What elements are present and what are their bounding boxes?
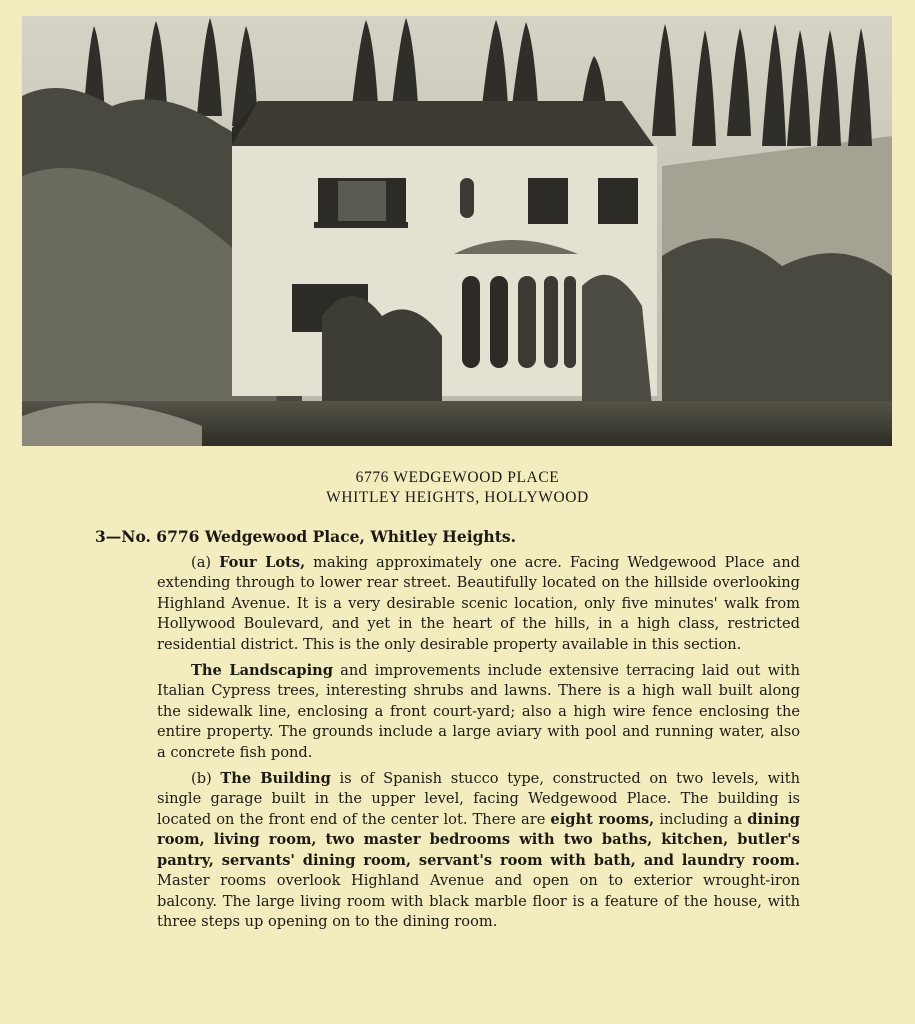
caption-line-location: WHITLEY HEIGHTS, HOLLYWOOD: [326, 489, 589, 506]
paragraph-building-text-2: including a: [654, 810, 748, 828]
caption-line-address: 6776 WEDGEWOOD PLACE: [355, 469, 560, 486]
house-photo: [22, 16, 892, 446]
paragraph-building: [157, 769, 800, 932]
house-photo-icon: [22, 16, 892, 446]
paragraph-building-bold-rooms: eight rooms,: [550, 810, 655, 828]
paragraph-landscaping-bold: The Landscaping: [191, 662, 333, 680]
paragraph-building-text-1: is of Spanish stucco type, constructed on two levels, with single garage built in the upper level, facing Wedgewood Place. The building is located on the front end of the center lot. There are: [157, 770, 800, 828]
paragraph-lots-bold: Four Lots,: [219, 554, 306, 571]
paragraph-building-lead: (b): [191, 770, 221, 788]
listing-heading: 3—No. 6776 Wedgewood Place, Whitley Heights.: [95, 527, 516, 546]
photo-caption: [0, 468, 915, 508]
paragraph-landscaping-text: and improvements include extensive terracing laid out with Italian Cypress trees, interesting shrubs and lawns. There is a high wall built along the sidewalk line, enclosing a front court-yard; also a high wire fence enclosing the entire property. The grounds include a large aviary with pool and running water, also a concrete fish pond.: [157, 662, 800, 761]
paragraph-lots-lead: (a): [191, 554, 220, 571]
paragraph-building-bold-room-list: dining room, living room, two master bedrooms with two baths, kitchen, butler's pantry, servants' dining room, servant's room with bath, and laundry room.: [157, 810, 800, 869]
paragraph-lots: [157, 553, 800, 655]
paragraph-building-bold-title: The Building: [220, 770, 331, 788]
paragraph-building-text-3: Master rooms overlook Highland Avenue and open on to exterior wrought-iron balcony. The large living room with black marble floor is a feature of the house, with three steps up opening on to the dining room.: [157, 872, 800, 930]
listing-description: [157, 553, 800, 932]
paragraph-landscaping: [157, 661, 800, 763]
paragraph-lots-text: making approximately one acre. Facing Wedgewood Place and extending through to lower rear street. Beautifully located on the hillside overlooking Highland Avenue. It is a very desirable scenic location, only five minutes' walk from Hollywood Boulevard, and yet in the heart of the hills, in a high class, restricted residential district. This is the only desirable property available in this section.: [157, 554, 800, 653]
